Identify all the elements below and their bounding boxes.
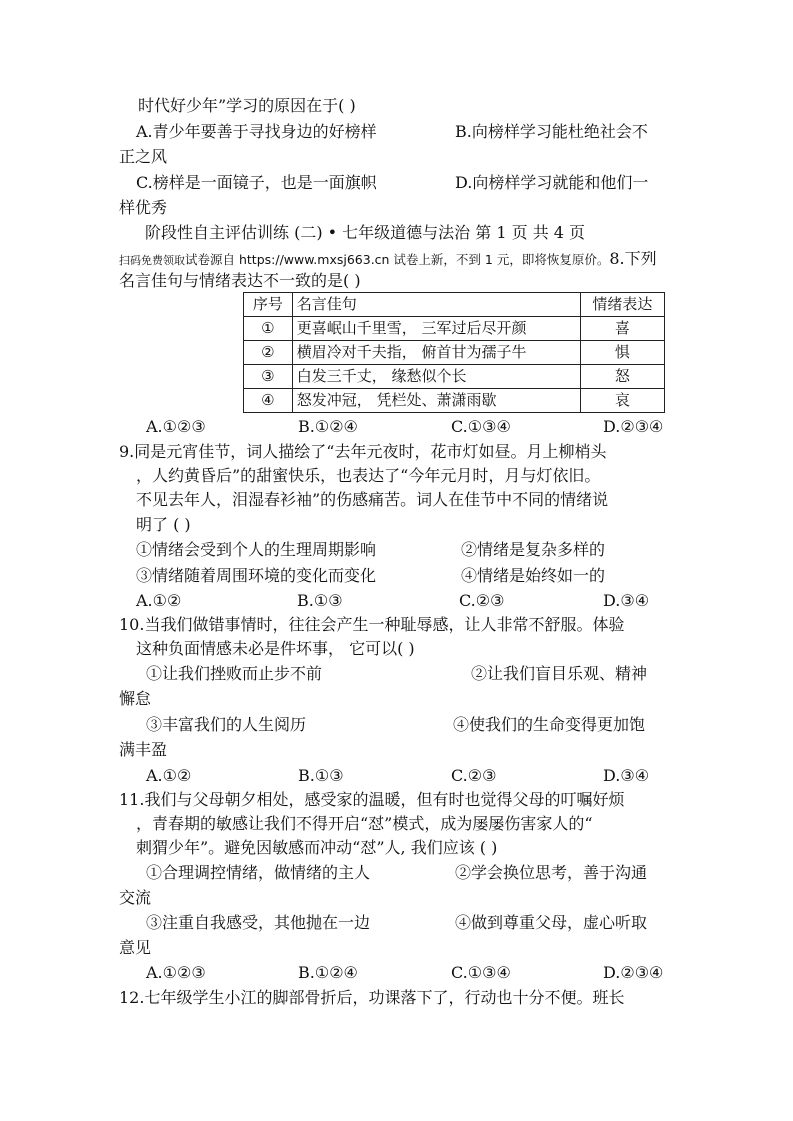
q12-stem-line1: 12.七年级学生小江的脚部骨折后，功课落下了，行动也十分不便。班长 xyxy=(119,988,625,1007)
q10-statement-2-cont: 懈怠 xyxy=(119,689,152,708)
q9-statement-3: ③情绪随着周围环境的变化而变化 xyxy=(136,566,377,585)
header-number: 序号 xyxy=(244,293,293,317)
q10-statement-1: ①让我们挫败而止步不前 xyxy=(146,664,323,683)
q7-option-d: D.向榜样学习就能和他们一 xyxy=(455,173,649,192)
q11-statement-2: ②学会换位思考，善于沟通 xyxy=(455,863,648,882)
q10-option-b: B.①③ xyxy=(298,766,344,785)
q8-option-d: D.②③④ xyxy=(603,417,664,436)
q9-option-d: D.③④ xyxy=(603,591,650,610)
q11-stem-line2: ，青春期的敏感让我们不得开启“怼”模式，成为屡屡伤害家人的“ xyxy=(136,814,593,833)
q9-stem-line4: 明了 ( ) xyxy=(136,515,191,534)
row-emotion: 哀 xyxy=(580,389,664,413)
q9-stem-line3: 不见去年人，泪湿春衫袖”的伤感痛苦。词人在佳节中不同的情绪说 xyxy=(136,490,609,509)
q11-stem-line1: 11.我们与父母朝夕相处，感受家的温暖，但有时也觉得父母的叮嘱好烦 xyxy=(119,790,625,809)
q7-stem-end: 时代好少年”学习的原因在于( ) xyxy=(138,96,356,115)
q11-statement-1: ①合理调控情绪，做情绪的主人 xyxy=(146,863,371,882)
header-quote: 名言佳句 xyxy=(292,293,580,317)
q11-option-a: A.①②③ xyxy=(146,963,206,982)
table-row xyxy=(244,317,665,341)
row-emotion: 喜 xyxy=(580,317,664,341)
q8-stem-start: 8.下列 xyxy=(609,249,657,268)
q9-stem-line2: ，人约黄昏后”的甜蜜快乐，也表达了“今年元月时，月与灯依旧。 xyxy=(136,466,601,485)
page-footer-title: 阶段性自主评估训练 (二) • 七年级道德与法治 第 1 页 共 4 页 xyxy=(145,223,586,242)
q11-statement-4: ④做到尊重父母，虚心听取 xyxy=(455,913,648,932)
q10-statement-3: ③丰富我们的人生阅历 xyxy=(146,715,307,734)
q10-stem-line2: 这种负面情感未必是件坏事， 它可以( ) xyxy=(136,639,415,658)
q10-option-d: D.③④ xyxy=(603,766,650,785)
q9-option-b: B.①③ xyxy=(297,591,343,610)
q7-option-b: B.向榜样学习能杜绝社会不 xyxy=(455,122,648,141)
q9-statement-1: ①情绪会受到个人的生理周期影响 xyxy=(136,540,377,559)
table-row xyxy=(244,365,665,389)
q9-option-a: A.①② xyxy=(136,591,182,610)
row-quote: 怒发冲冠， 凭栏处、萧潇雨歇 xyxy=(292,389,580,413)
q8-option-a: A.①②③ xyxy=(146,417,206,436)
table-row xyxy=(244,341,665,365)
ad-banner xyxy=(119,248,657,272)
q10-statement-2: ②让我们盲目乐观、精神 xyxy=(471,664,648,683)
q7-option-c: C.榜样是一面镜子，也是一面旗帜 xyxy=(136,173,377,192)
table-header-row xyxy=(244,293,665,317)
q8-option-b: B.①②④ xyxy=(298,417,358,436)
q10-stem-line1: 10.当我们做错事情时，往往会产生一种耻辱感，让人非常不舒服。体验 xyxy=(119,615,625,634)
ad-source: 试卷源自 https://www.mxsj663.cn 试卷上新，不到 1 元，即将恢复原价。 xyxy=(185,252,610,267)
q8-option-c: C.①③④ xyxy=(451,417,511,436)
q8-quote-table xyxy=(243,292,665,413)
q9-option-c: C.②③ xyxy=(459,591,505,610)
row-number: ② xyxy=(244,341,293,365)
q10-option-c: C.②③ xyxy=(451,766,497,785)
q11-statement-3: ③注重自我感受，其他抛在一边 xyxy=(146,913,371,932)
q7-option-d-cont: 样优秀 xyxy=(119,198,168,217)
row-quote: 更喜岷山千里雪， 三军过后尽开颜 xyxy=(292,317,580,341)
row-number: ④ xyxy=(244,389,293,413)
ad-prefix: 扫码免费领取 xyxy=(119,254,185,267)
q11-option-c: C.①③④ xyxy=(451,963,511,982)
q10-statement-4-cont: 满丰盈 xyxy=(119,740,168,759)
q11-stem-line3: 刺猬少年”。避免因敏感而冲动“怼”人, 我们应该 ( ) xyxy=(136,838,498,857)
row-quote: 横眉冷对千夫指， 俯首甘为孺子牛 xyxy=(292,341,580,365)
q10-option-a: A.①② xyxy=(146,766,192,785)
q11-option-b: B.①②④ xyxy=(298,963,358,982)
q8-stem: 名言佳句与情绪表达不一致的是( ) xyxy=(119,271,361,290)
q11-statement-4-cont: 意见 xyxy=(119,938,152,957)
header-emotion: 情绪表达 xyxy=(580,293,664,317)
row-number: ③ xyxy=(244,365,293,389)
q11-statement-2-cont: 交流 xyxy=(119,888,152,907)
row-quote: 白发三千丈， 缘愁似个长 xyxy=(292,365,580,389)
row-emotion: 惧 xyxy=(580,341,664,365)
q9-stem-line1: 9.同是元宵佳节，词人描绘了“去年元夜时，花市灯如昼。月上柳梢头 xyxy=(119,442,607,461)
q9-statement-4: ④情绪是始终如一的 xyxy=(461,566,606,585)
table-row xyxy=(244,389,665,413)
q9-statement-2: ②情绪是复杂多样的 xyxy=(461,540,606,559)
row-number: ① xyxy=(244,317,293,341)
q10-statement-4: ④使我们的生命变得更加饱 xyxy=(453,715,646,734)
row-emotion: 怒 xyxy=(580,365,664,389)
q7-option-a: A.青少年要善于寻找身边的好榜样 xyxy=(136,122,377,141)
q11-option-d: D.②③④ xyxy=(603,963,664,982)
q7-option-b-cont: 正之风 xyxy=(119,147,168,166)
